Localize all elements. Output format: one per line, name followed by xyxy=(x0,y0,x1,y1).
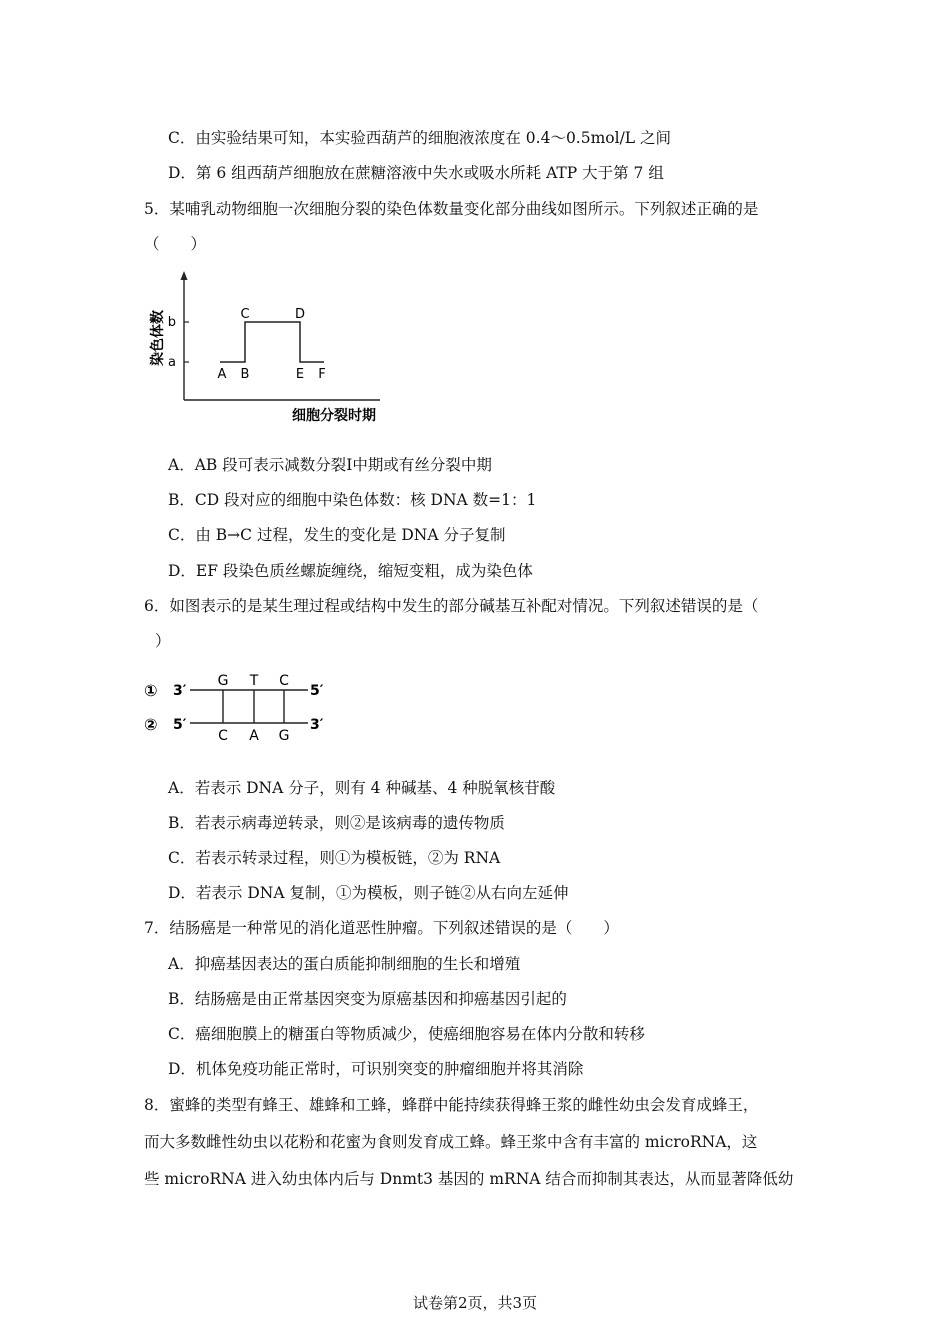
point-label-c: C xyxy=(240,307,250,322)
q8-stem-line-1: 8．蜜蜂的类型有蜂王、雄蜂和工蜂，蜂群中能持续获得蜂王浆的雌性幼虫会发育成蜂王， xyxy=(144,1096,759,1114)
bottom-base-1: C xyxy=(218,728,228,744)
top-base-1: G xyxy=(217,673,229,689)
x-axis-label: 细胞分裂时期 xyxy=(292,408,376,424)
q8-stem-line-3: 些 microRNA 进入幼虫体内后与 Dnmt3 基因的 mRNA 结合而抑制其表达，从而显著降低幼 xyxy=(144,1170,794,1188)
point-label-f: F xyxy=(318,367,326,382)
q7-option-b: B．结肠癌是由正常基因突变为原癌基因和抑癌基因引起的 xyxy=(168,990,567,1008)
q4-option-c: C．由实验结果可知，本实验西葫芦的细胞液浓度在 0.4～0.5mol/L 之间 xyxy=(168,129,672,147)
top-base-2: T xyxy=(249,673,259,689)
bottom-base-2: A xyxy=(249,728,259,744)
q6-option-b: B．若表示病毒逆转录，则②是该病毒的遗传物质 xyxy=(168,814,505,832)
q5-option-c: C．由 B→C 过程，发生的变化是 DNA 分子复制 xyxy=(168,526,506,544)
q6-base-pairing-diagram xyxy=(140,668,340,748)
page-footer: 试卷第2页，共3页 xyxy=(412,1294,538,1312)
strand-2-left-end: 5′ xyxy=(173,717,187,733)
strand-2-label: ② xyxy=(144,715,158,734)
y-tick-label-a: a xyxy=(168,355,176,370)
point-label-a: A xyxy=(217,367,227,382)
strand-1-right-end: 5′ xyxy=(310,683,324,699)
y-axis-label: 染色体数 xyxy=(150,310,166,366)
q5-chromosome-chart xyxy=(140,268,400,428)
bottom-base-3: G xyxy=(278,728,290,744)
q6-answer-paren: ） xyxy=(155,632,171,650)
strand-1-left-end: 3′ xyxy=(173,683,187,699)
q7-option-c: C．癌细胞膜上的糖蛋白等物质减少，使癌细胞容易在体内分散和转移 xyxy=(168,1025,645,1043)
q7-option-d: D．机体免疫功能正常时，可识别突变的肿瘤细胞并将其消除 xyxy=(168,1060,584,1078)
strand-2-right-end: 3′ xyxy=(310,717,324,733)
strand-1-label: ① xyxy=(144,681,158,700)
q6-option-a: A．若表示 DNA 分子，则有 4 种碱基、4 种脱氧核苷酸 xyxy=(168,779,556,797)
q5-stem: 5．某哺乳动物细胞一次细胞分裂的染色体数量变化部分曲线如图所示。下列叙述正确的是 xyxy=(144,200,759,218)
chromosome-curve xyxy=(220,322,324,362)
top-base-3: C xyxy=(279,673,289,689)
q6-option-c: C．若表示转录过程，则①为模板链，②为 RNA xyxy=(168,849,501,867)
point-label-d: D xyxy=(294,307,306,322)
q4-option-d: D．第 6 组西葫芦细胞放在蔗糖溶液中失水或吸水所耗 ATP 大于第 7 组 xyxy=(168,164,664,182)
q5-answer-paren: （ ） xyxy=(144,235,207,253)
q7-stem: 7．结肠癌是一种常见的消化道恶性肿瘤。下列叙述错误的是（ ） xyxy=(144,919,619,937)
q5-option-a: A．AB 段可表示减数分裂Ⅰ中期或有丝分裂中期 xyxy=(168,456,492,474)
q5-option-b: B．CD 段对应的细胞中染色体数：核 DNA 数=1：1 xyxy=(168,491,537,509)
point-label-b: B xyxy=(240,367,250,382)
point-label-e: E xyxy=(295,367,305,382)
q8-stem-line-2: 而大多数雌性幼虫以花粉和花蜜为食则发育成工蜂。蜂王浆中含有丰富的 microRNA，这 xyxy=(144,1133,758,1151)
q6-option-d: D．若表示 DNA 复制，①为模板，则子链②从右向左延伸 xyxy=(168,884,569,902)
q5-option-d: D．EF 段染色质丝螺旋缠绕，缩短变粗，成为染色体 xyxy=(168,562,533,580)
y-tick-label-b: b xyxy=(167,315,176,330)
y-axis-arrow xyxy=(181,271,188,280)
q6-stem: 6．如图表示的是某生理过程或结构中发生的部分碱基互补配对情况。下列叙述错误的是（ xyxy=(144,597,759,615)
q7-option-a: A．抑癌基因表达的蛋白质能抑制细胞的生长和增殖 xyxy=(168,955,521,973)
